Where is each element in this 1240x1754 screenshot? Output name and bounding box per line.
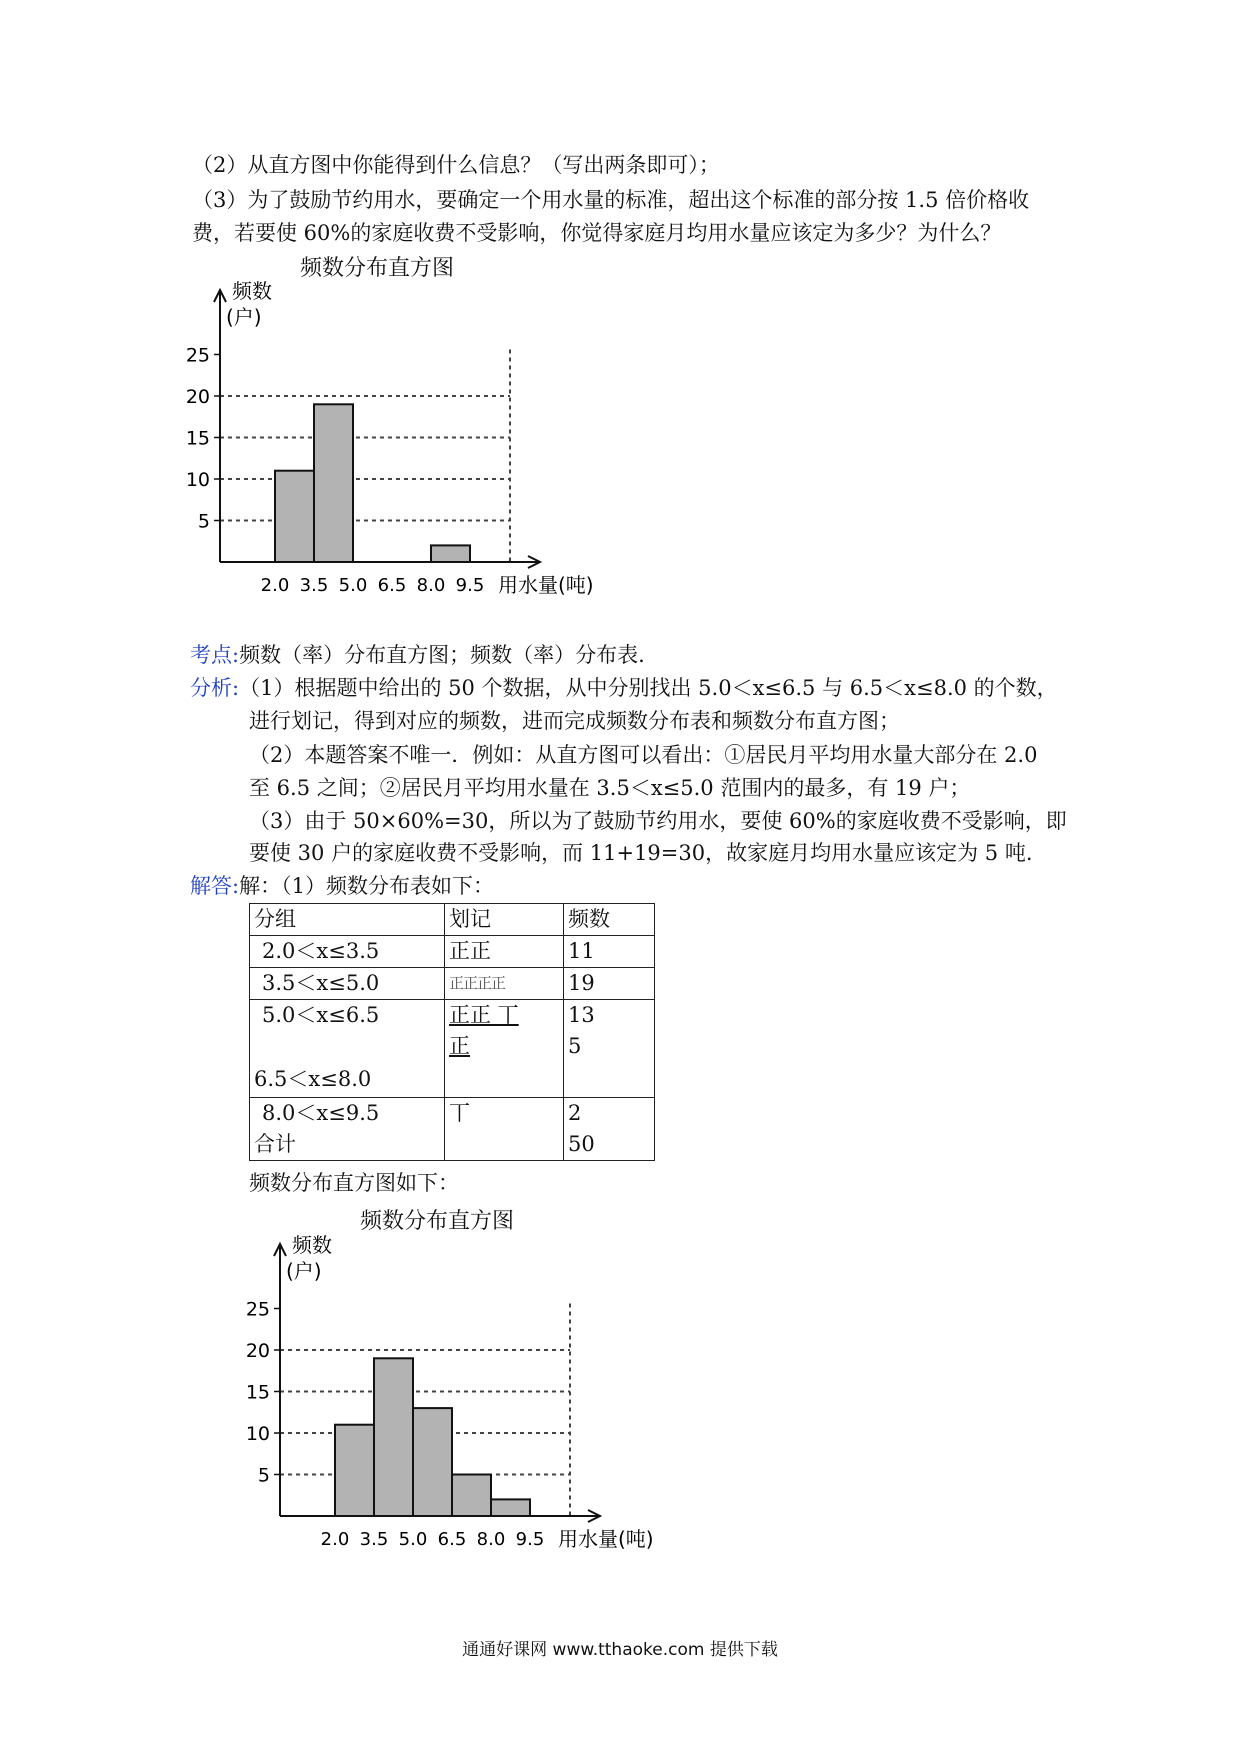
chart2-bar — [491, 1499, 530, 1516]
chart1-x-tick-label: 3.5 — [299, 575, 329, 596]
cell-tally-b: 正 — [449, 1034, 470, 1058]
chart2-x-tick-label: 5.0 — [398, 1529, 428, 1550]
jieda-text: 解：（1）频数分布表如下： — [239, 874, 494, 898]
cell-freq-b: 5 — [568, 1034, 582, 1058]
chart1-y-label: 频数 — [232, 280, 272, 303]
cell-group-merged — [250, 1098, 445, 1161]
cell-group: 8.0＜x≤9.5 — [262, 1101, 380, 1125]
frequency-table — [249, 903, 655, 1161]
cell-tally: 正正 — [445, 936, 564, 968]
chart2-y-unit: (户) — [286, 1259, 322, 1283]
fenxi-text-1: （1）根据题中给出的 50 个数据，从中分别找出 5.0＜x≤6.5 与 6.5＜x≤8.0 的个数， — [239, 676, 1058, 700]
chart1-x-tick-label: 2.0 — [260, 575, 290, 596]
table-row — [250, 1098, 655, 1161]
chart1-y-tick-label: 5 — [197, 510, 210, 533]
chart2-x-label: 用水量(吨) — [558, 1527, 654, 1551]
fenxi-text-3: （2）本题答案不唯一．例如：从直方图可以看出：①居民月平均用水量大部分在 2.0 — [249, 743, 1038, 767]
chart2-x-tick-label: 6.5 — [437, 1529, 467, 1550]
chart2-y-tick-label: 15 — [245, 1381, 270, 1404]
chart2-y-tick-label: 25 — [245, 1298, 270, 1321]
chart2-x-tick-label: 3.5 — [359, 1529, 389, 1550]
chart1-bar — [431, 545, 470, 562]
cell-total: 50 — [568, 1132, 595, 1156]
chart1-x-tick-label: 9.5 — [455, 575, 485, 596]
cell-group: 3.5＜x≤5.0 — [250, 968, 445, 1000]
kaodian-label: 考点: — [190, 643, 240, 667]
chart2-y-label: 频数 — [292, 1234, 332, 1257]
chart1-y-tick-label: 15 — [185, 427, 210, 450]
chart1-histogram — [160, 280, 640, 610]
question-3-line-2: 费，若要使 60%的家庭收费不受影响，你觉得家庭月均用水量应该定为多少？为什么？ — [192, 221, 1002, 245]
cell-tally-merged — [445, 1000, 564, 1098]
fenxi-text-6: 要使 30 户的家庭收费不受影响，而 11+19=30，故家庭月均用水量应该定为 5 吨. — [249, 841, 1033, 865]
header-tally: 划记 — [445, 904, 564, 936]
chart1-x-tick-label: 8.0 — [416, 575, 446, 596]
cell-freq: 19 — [564, 968, 655, 1000]
cell-freq: 2 — [568, 1101, 582, 1125]
header-freq: 频数 — [564, 904, 655, 936]
chart2-bar — [413, 1408, 452, 1516]
cell-group: 2.0＜x≤3.5 — [250, 936, 445, 968]
cell-freq-merged — [564, 1098, 655, 1161]
cell-total-label: 合计 — [254, 1132, 296, 1156]
table-row — [250, 936, 655, 968]
chart1-y-tick-label: 25 — [185, 344, 210, 367]
fenxi-text-4: 至 6.5 之间；②居民月平均用水量在 3.5＜x≤5.0 范围内的最多，有 19 户； — [249, 776, 971, 800]
cell-freq-a: 13 — [568, 1003, 595, 1027]
table-header-row — [250, 904, 655, 936]
chart1-y-tick-label: 20 — [185, 386, 210, 408]
kaodian-text: 频数（率）分布直方图；频数（率）分布表. — [239, 643, 645, 667]
cell-group-b: 6.5＜x≤8.0 — [254, 1067, 372, 1091]
chart1-bar — [314, 404, 353, 562]
fenxi-line-1 — [190, 673, 1058, 703]
chart2-bar — [374, 1358, 413, 1516]
chart2-title: 频数分布直方图 — [360, 1209, 515, 1234]
fenxi-text-2: 进行划记，得到对应的频数，进而完成频数分布表和频数分布直方图； — [249, 709, 900, 733]
cell-group-merged — [250, 1000, 445, 1098]
chart2-x-tick-label: 2.0 — [320, 1529, 350, 1550]
chart1-title: 频数分布直方图 — [300, 256, 455, 281]
jieda-label: 解答: — [190, 874, 240, 898]
cell-freq: 11 — [564, 936, 655, 968]
chart1-x-label: 用水量(吨) — [498, 573, 594, 597]
header-group: 分组 — [250, 904, 445, 936]
chart2-histogram — [220, 1234, 700, 1564]
chart1-y-tick-label: 10 — [185, 469, 210, 491]
table-row — [250, 968, 655, 1000]
chart2-y-tick-label: 20 — [245, 1340, 270, 1362]
kaodian-line — [190, 640, 645, 670]
question-2: （2）从直方图中你能得到什么信息？（写出两条即可）； — [192, 153, 720, 177]
cell-group-a: 5.0＜x≤6.5 — [262, 1003, 380, 1027]
footer-credit: 通通好课网 www.tthaoke.com 提供下载 — [462, 1640, 778, 1660]
cell-tally-a: 正正 丅 — [449, 1003, 519, 1027]
chart1-y-unit: (户) — [226, 305, 262, 329]
chart1-bar — [275, 471, 314, 562]
histogram-intro: 频数分布直方图如下： — [249, 1171, 459, 1195]
chart2-y-tick-label: 10 — [245, 1423, 270, 1445]
chart2-bar — [452, 1475, 491, 1517]
chart1-x-tick-label: 5.0 — [338, 575, 368, 596]
chart2-bar — [335, 1425, 374, 1516]
fenxi-text-5: （3）由于 50×60%=30，所以为了鼓励节约用水，要使 60%的家庭收费不受影响，即 — [249, 809, 1067, 833]
chart1-x-tick-label: 6.5 — [377, 575, 407, 596]
cell-freq-merged — [564, 1000, 655, 1098]
cell-tally: 丅 — [445, 1098, 564, 1161]
jieda-line — [190, 871, 494, 901]
question-3-line-1: （3）为了鼓励节约用水，要确定一个用水量的标准，超出这个标准的部分按 1.5 倍价格收 — [192, 188, 1030, 212]
chart2-x-tick-label: 8.0 — [476, 1529, 506, 1550]
chart2-y-tick-label: 5 — [257, 1464, 270, 1487]
fenxi-label: 分析: — [190, 676, 240, 700]
table-row — [250, 1000, 655, 1098]
cell-tally: 正正正正 — [445, 968, 564, 1000]
chart2-x-tick-label: 9.5 — [515, 1529, 545, 1550]
